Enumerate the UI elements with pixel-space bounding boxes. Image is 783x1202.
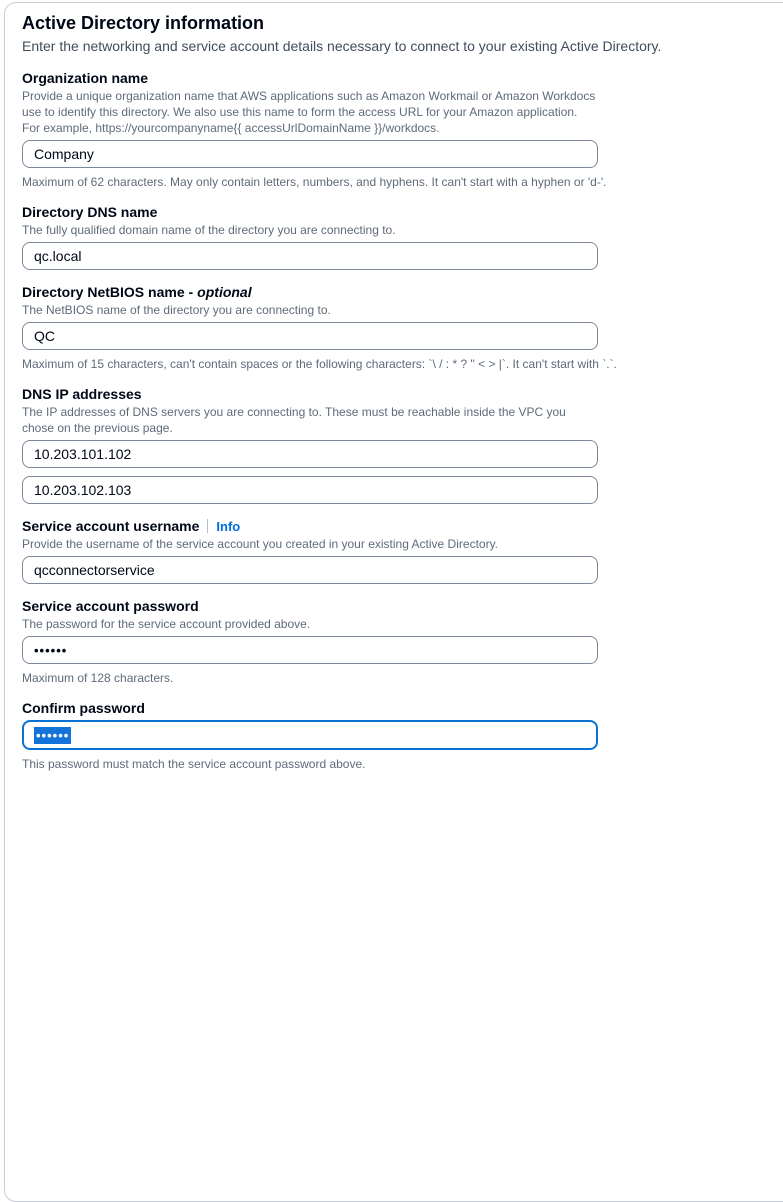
service-account-username-field: [22, 518, 783, 584]
confirm-password-constraint: This password must match the service account password above.: [22, 757, 366, 771]
confirm-password-field: [22, 700, 783, 772]
directory-dns-name-input[interactable]: [22, 242, 598, 270]
service-account-password-description: The password for the service account provided above.: [22, 617, 311, 631]
confirm-password-selected-text: ••••••: [36, 727, 70, 743]
directory-netbios-name-input[interactable]: [22, 322, 598, 350]
dns-ip-address-input-1[interactable]: [22, 440, 598, 468]
organization-name-label: Organization name: [22, 70, 149, 86]
service-account-password-field: [22, 598, 783, 686]
page-subtitle: Enter the networking and service account details necessary to connect to your existing Active Directory.: [22, 38, 662, 54]
service-account-username-input[interactable]: [22, 556, 598, 584]
info-link[interactable]: Info: [216, 518, 241, 534]
dns-ip-addresses-label: DNS IP addresses: [22, 386, 142, 402]
dns-ip-addresses-description: The IP addresses of DNS servers you are connecting to. These must be reachable inside the VPC you chose on the previous page.: [22, 405, 566, 435]
organization-name-description: Provide a unique organization name that AWS applications such as Amazon Workmail or Amazon Workdocs use to identify this directory. We also use this name to form the access URL for your Amazon application. For example, https://yourcompanyname{{ accessUrlDomainName }}/workdocs.: [22, 89, 596, 135]
directory-netbios-name-field: [22, 284, 783, 372]
service-account-username-description: Provide the username of the service account you created in your existing Active Directory.: [22, 537, 499, 551]
dns-ip-addresses-field: [22, 386, 783, 504]
service-account-password-constraint: Maximum of 128 characters.: [22, 671, 174, 685]
confirm-password-label: Confirm password: [22, 700, 145, 716]
confirm-password-input[interactable]: [22, 720, 598, 750]
directory-dns-name-label: Directory DNS name: [22, 204, 158, 220]
directory-dns-name-field: [22, 204, 783, 270]
ad-information-panel-content: [5, 3, 783, 772]
label-divider: [207, 519, 208, 533]
organization-name-constraint: Maximum of 62 characters. May only contain letters, numbers, and hyphens. It can't start with a hyphen or 'd-'.: [22, 175, 607, 189]
service-account-username-label: Service account username: [22, 518, 200, 534]
ad-information-panel: [4, 2, 783, 1202]
service-account-password-label: Service account password: [22, 598, 199, 614]
dns-ip-address-input-2[interactable]: [22, 476, 598, 504]
directory-netbios-name-description: The NetBIOS name of the directory you are connecting to.: [22, 303, 331, 317]
service-account-password-input[interactable]: [22, 636, 598, 664]
organization-name-input[interactable]: [22, 140, 598, 168]
optional-suffix: optional: [197, 284, 252, 300]
page-title: Active Directory information: [22, 13, 265, 33]
directory-netbios-name-label: Directory NetBIOS name -: [22, 284, 194, 300]
directory-dns-name-description: The fully qualified domain name of the directory you are connecting to.: [22, 223, 396, 237]
directory-netbios-name-constraint: Maximum of 15 characters, can't contain spaces or the following characters: `\ / : * ? " < > |`. It can't start with `.`.: [22, 357, 617, 371]
organization-name-field: [22, 70, 783, 190]
